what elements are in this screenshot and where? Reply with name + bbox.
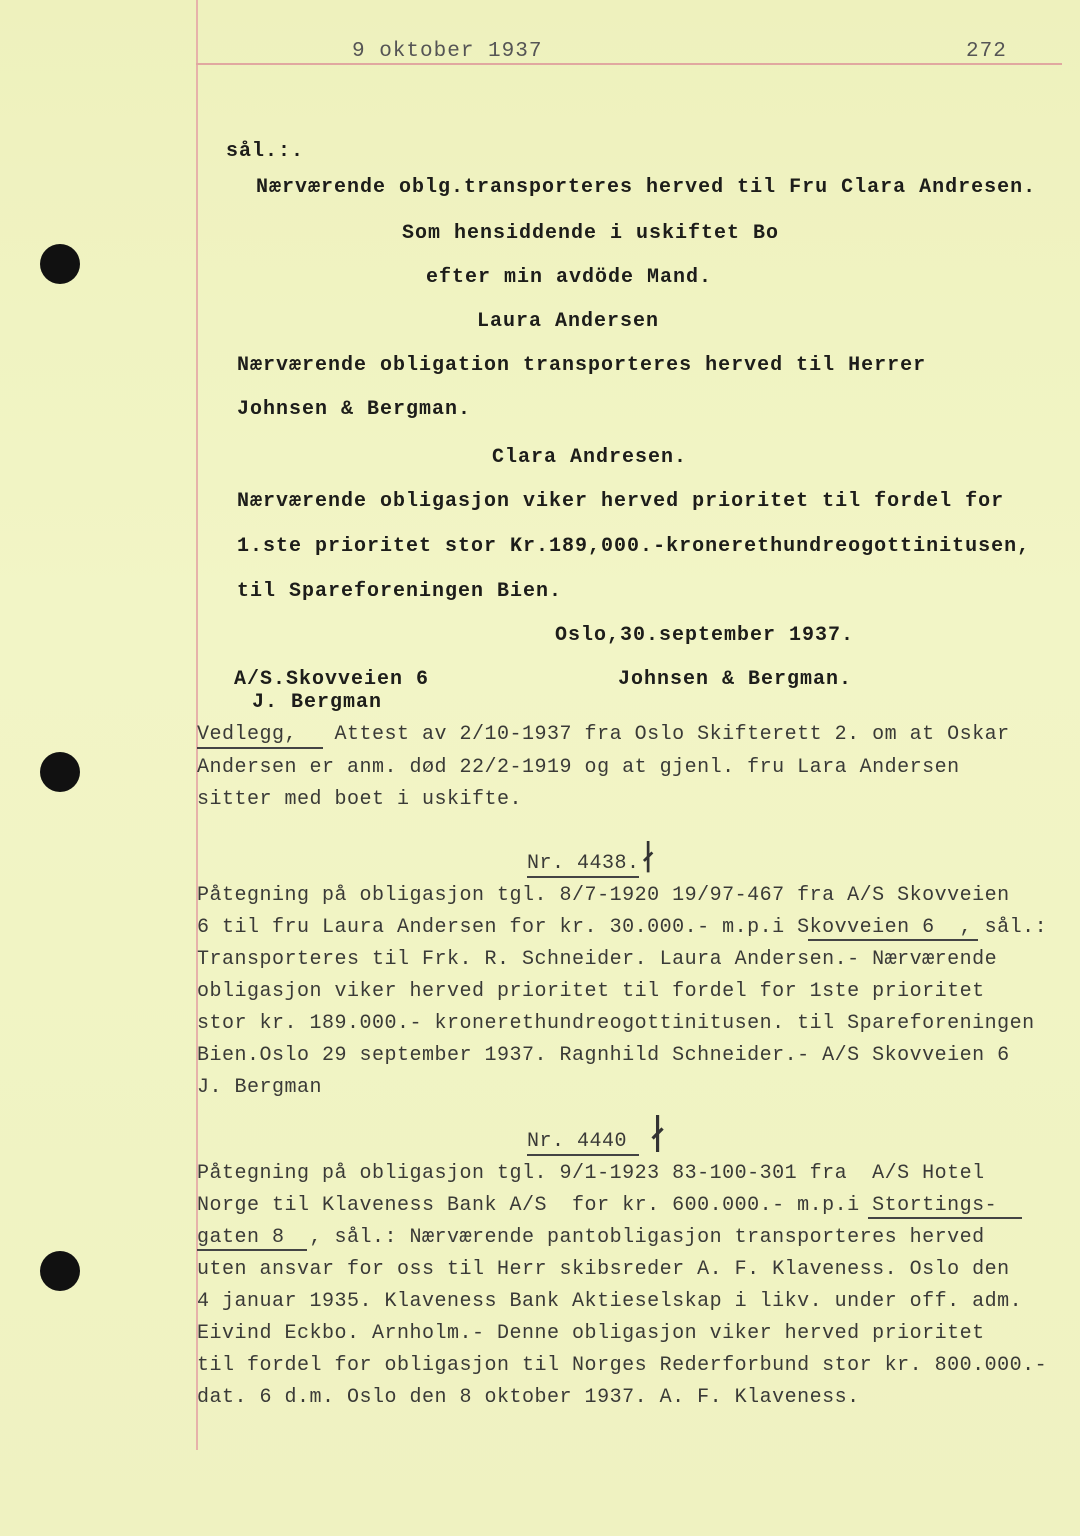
- underline: [197, 1249, 307, 1251]
- text-line: Nærværende oblg.transporteres herved til Fru Clara Andresen.: [256, 176, 1037, 199]
- entry-number: Nr. 4440: [527, 1130, 628, 1153]
- text-line: Som hensiddende i uskiftet Bo: [402, 222, 780, 245]
- text-line: dat. 6 d.m. Oslo den 8 oktober 1937. A. F. Klaveness.: [197, 1386, 860, 1409]
- underline: [197, 747, 323, 749]
- page-number: 272: [966, 40, 1007, 63]
- underline: [527, 1154, 639, 1156]
- text-line: Johnsen & Bergman.: [237, 398, 472, 421]
- text-line: gaten 8 , sål.: Nærværende pantobligasjon transporteres herved: [197, 1226, 985, 1249]
- punch-hole: [40, 1251, 80, 1291]
- text-line: Norge til Klaveness Bank A/S for kr. 600.000.- m.p.i Stortings-: [197, 1194, 998, 1217]
- text-line: Nærværende obligasjon viker herved prioritet til fordel for: [237, 490, 1005, 513]
- underline: [527, 876, 639, 878]
- text-line: til Spareforeningen Bien.: [237, 580, 563, 603]
- date-line: Oslo,30.september 1937.: [555, 624, 855, 647]
- header-date: 9 oktober 1937: [352, 40, 543, 63]
- punch-hole: [40, 752, 80, 792]
- text-line: Påtegning på obligasjon tgl. 8/7-1920 19/97-467 fra A/S Skovveien: [197, 884, 1010, 907]
- text-line: til fordel for obligasjon til Norges Rederforbund stor kr. 800.000.-: [197, 1354, 1048, 1377]
- signature-line: A/S.Skovveien 6: [234, 668, 430, 691]
- text-line: J. Bergman: [197, 1076, 323, 1099]
- text-line: Påtegning på obligasjon tgl. 9/1-1923 83-100-301 fra A/S Hotel: [197, 1162, 985, 1185]
- text-line: 6 til fru Laura Andersen for kr. 30.000.- m.p.i Skovveien 6 , sål.:: [197, 916, 1048, 939]
- handwritten-mark: ∤: [640, 838, 657, 878]
- signature-line: Johnsen & Bergman.: [618, 668, 853, 691]
- text-line: Transporteres til Frk. R. Schneider. Laura Andersen.- Nærværende: [197, 948, 998, 971]
- text-line: stor kr. 189.000.- kronerethundreogottinitusen. til Spareforeningen: [197, 1012, 1035, 1035]
- text-line: Bien.Oslo 29 september 1937. Ragnhild Schneider.- A/S Skovveien 6: [197, 1044, 1010, 1067]
- text-line: efter min avdöde Mand.: [426, 266, 713, 289]
- punch-hole: [40, 244, 80, 284]
- underline: [868, 1217, 1022, 1219]
- text-line: Andersen er anm. død 22/2-1919 og at gjenl. fru Lara Andersen: [197, 756, 960, 779]
- signature-line: Clara Andresen.: [492, 446, 688, 469]
- text-line: 1.ste prioritet stor Kr.189,000.-kronerethundreogottinitusen,: [237, 535, 1031, 558]
- handwritten-mark: ∤: [648, 1112, 668, 1158]
- text-line: sitter med boet i uskifte.: [197, 788, 523, 811]
- header-rule: [196, 63, 1062, 65]
- text-line: Eivind Eckbo. Arnholm.- Denne obligasjon viker herved prioritet: [197, 1322, 985, 1345]
- text-line: Vedlegg, Attest av 2/10-1937 fra Oslo Skifterett 2. om at Oskar: [197, 723, 1010, 746]
- text-line: Nærværende obligation transporteres herved til Herrer: [237, 354, 927, 377]
- text-line: obligasjon viker herved prioritet til fordel for 1ste prioritet: [197, 980, 985, 1003]
- opening-line: sål.:.: [226, 140, 305, 163]
- underline: [808, 939, 978, 941]
- entry-number: Nr. 4438.: [527, 852, 640, 875]
- text-line: 4 januar 1935. Klaveness Bank Aktieselskap i likv. under off. adm.: [197, 1290, 1023, 1313]
- signature-line: Laura Andersen: [477, 310, 660, 333]
- text-line: uten ansvar for oss til Herr skibsreder A. F. Klaveness. Oslo den: [197, 1258, 1010, 1281]
- signature-line: J. Bergman: [252, 691, 383, 714]
